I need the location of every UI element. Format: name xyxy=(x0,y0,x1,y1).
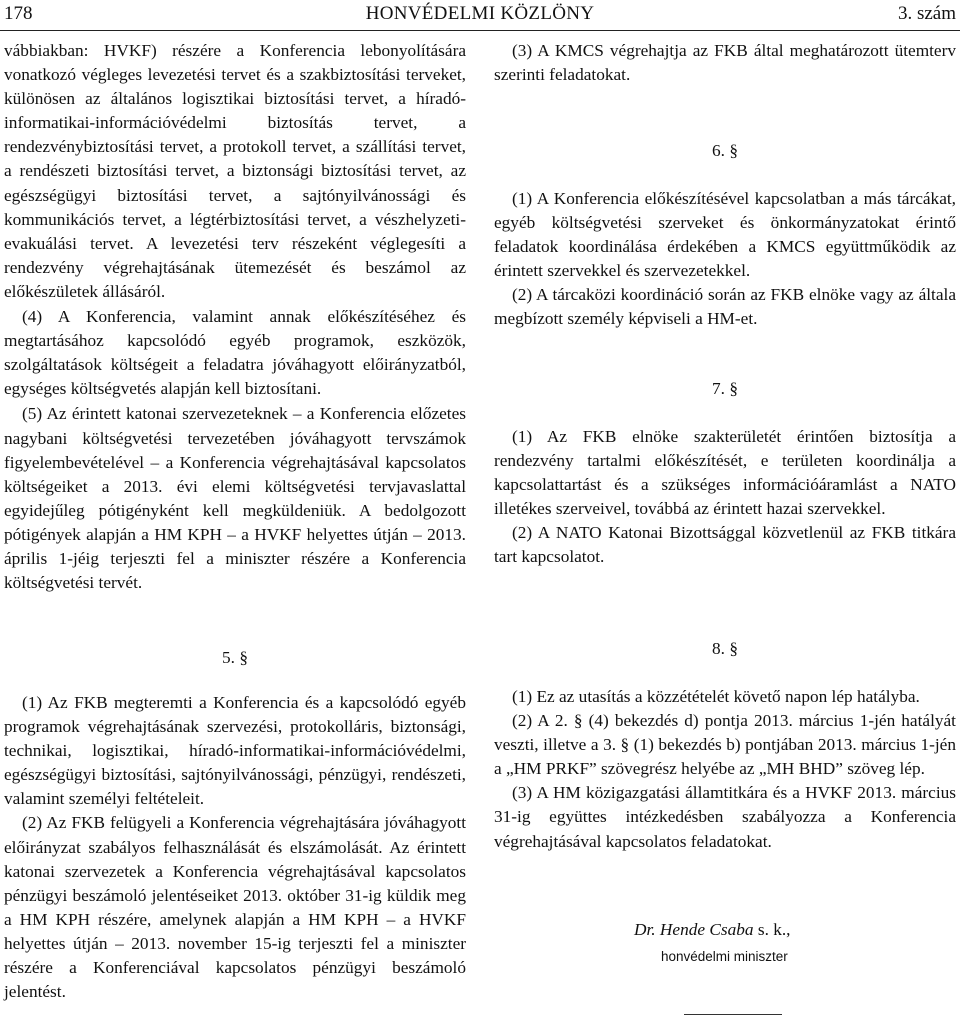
page-header xyxy=(0,0,960,31)
paragraph-4: (4) A Konferencia, valamint annak előkészítéséhez és megtartásához kapcsolódó egyéb programok, eszközök, szolgáltatások költségeit a feladatra jóváhagyott előirányzatból, egységes költségvetés alapján kell biztosítani. xyxy=(4,307,466,399)
section-8-paragraph-1: (1) Ez az utasítás a közzétételét követő napon lép hatályba. xyxy=(512,687,920,706)
signature-name: Dr. Hende Csaba xyxy=(634,920,754,939)
section-5-paragraph-2: (2) Az FKB felügyeli a Konferencia végrehajtására jóváhagyott előirányzat szabályos felhasználását és elszámolását. Az érintett katonai szervezetek a Konferencia végrehajtásával kapcsolatos pénzügyi beszámoló jelentéseiket 2013. október 31-ig küldik meg a HM KPH részére, amelynek alapján a HM KPH – a HVKF helyettes útján – 2013. november 15-ig terjeszti fel a miniszter részére a Konferenciával kapcsolatos pénzügyi beszámoló jelentést. xyxy=(4,813,466,1002)
section-7-heading: 7. § xyxy=(712,379,738,398)
section-6-heading: 6. § xyxy=(712,141,738,160)
issue-number: 3. szám xyxy=(897,3,956,24)
signature-line xyxy=(634,920,791,940)
closing-rule xyxy=(684,1014,782,1015)
right-column-top xyxy=(494,39,956,87)
section-5-paragraph-1: (1) Az FKB megteremti a Konferencia és a kapcsolódó egyéb programok végrehajtásának szervezési, protokolláris, biztonsági, technikai, logisztikai, híradó-informatikai-információvédelmi, egészségügyi biztosítási, sajtónyilvánossági, pénzügyi, rendészeti, valamint személyi feltételeit. xyxy=(4,693,466,809)
section-6-body xyxy=(494,187,956,332)
paragraph-5: (5) Az érintett katonai szervezeteknek – a Konferencia előzetes nagybani költségvetési tervezetében jóváhagyott tervszámok figyelembevételével – a Konferencia végrehajtásával kapcsolatos költségeiket a 2013. évi elemi költségvetési tervjavaslattal egyidejűleg pótigényként kell megküldeniük. A bedolgozott pótigények alapján a HM KPH – a HVKF helyettes útján – 2013. április 1-jéig terjeszti fel a miniszter részére a Konferencia költségvetési tervét. xyxy=(4,404,466,593)
signature-sk: s. k., xyxy=(757,920,791,939)
page-number: 178 xyxy=(4,3,33,24)
section-7-paragraph-1: (1) Az FKB elnöke szakterületét érintően biztosítja a rendezvény tartalmi előkészítését, e területen koordinálja a kapcsolattartást és a szükséges információáramlást a NATO illetékes szerveivel, továbbá az érintett hazai szervekkel. xyxy=(494,427,956,519)
paragraph-continuation: vábbiakban: HVKF) részére a Konferencia lebonyolítására vonatkozó végleges levezetési tervet és a szakbiztosítási terveket, különösen az általános logisztikai biztosítási tervet, a híradó-informatikai-információvédelmi biztosítás tervet, a rendezvénybiztosítási tervet, a protokoll tervet, a szállítási tervet, a rendészeti biztosítási tervet, a biztonsági biztosítási tervet, az egészségügyi biztosítási tervet, a sajtónyilvánossági és kommunikációs tervet, a légtérbiztosítási tervet, a vészhelyzeti-evakuálási tervet. A levezetési terv részeként véglegesíti a rendezvény végrehajtásának ütemezését és beszámol az előkészületek állásáról. xyxy=(4,41,466,301)
section-7-paragraph-2: (2) A NATO Katonai Bizottsággal közvetlenül az FKB titkára tart kapcsolatot. xyxy=(494,523,956,567)
section-8-heading: 8. § xyxy=(712,639,738,658)
left-column-top xyxy=(4,39,466,595)
section-7-body xyxy=(494,425,956,570)
signature-title: honvédelmi miniszter xyxy=(661,949,788,964)
section-6-paragraph-2: (2) A tárcaközi koordináció során az FKB elnöke vagy az általa megbízott személy képviseli a HM-et. xyxy=(494,285,956,329)
section-8-body xyxy=(494,685,956,854)
section-8-paragraph-3: (3) A HM közigazgatási államtitkára és a HVKF 2013. március 31-ig együttes intézkedésben szabályozza a Konferencia végrehajtásával kapcsolatos feladatokat. xyxy=(494,783,956,851)
section-5-body xyxy=(4,691,466,1004)
section-6-paragraph-1: (1) A Konferencia előkészítésével kapcsolatban a más tárcákat, egyéb költségvetési szerveket és önkormányzatokat érintő feladatok koordinálása érdekében a KMCS együttműködik az érintett szervekkel és szervezetekkel. xyxy=(494,189,956,281)
journal-title: HONVÉDELMI KÖZLÖNY xyxy=(365,3,595,24)
paragraph-kmcs: (3) A KMCS végrehajtja az FKB által meghatározott ütemterv szerinti feladatokat. xyxy=(494,41,956,85)
section-5-heading: 5. § xyxy=(222,648,248,667)
section-8-paragraph-2: (2) A 2. § (4) bekezdés d) pontja 2013. március 1-jén hatályát veszti, illetve a 3. § (1) bekezdés b) pontjában 2013. március 1-jén a „HM PRKF” szövegrész helyébe az „MH BHD” szöveg lép. xyxy=(494,711,956,779)
